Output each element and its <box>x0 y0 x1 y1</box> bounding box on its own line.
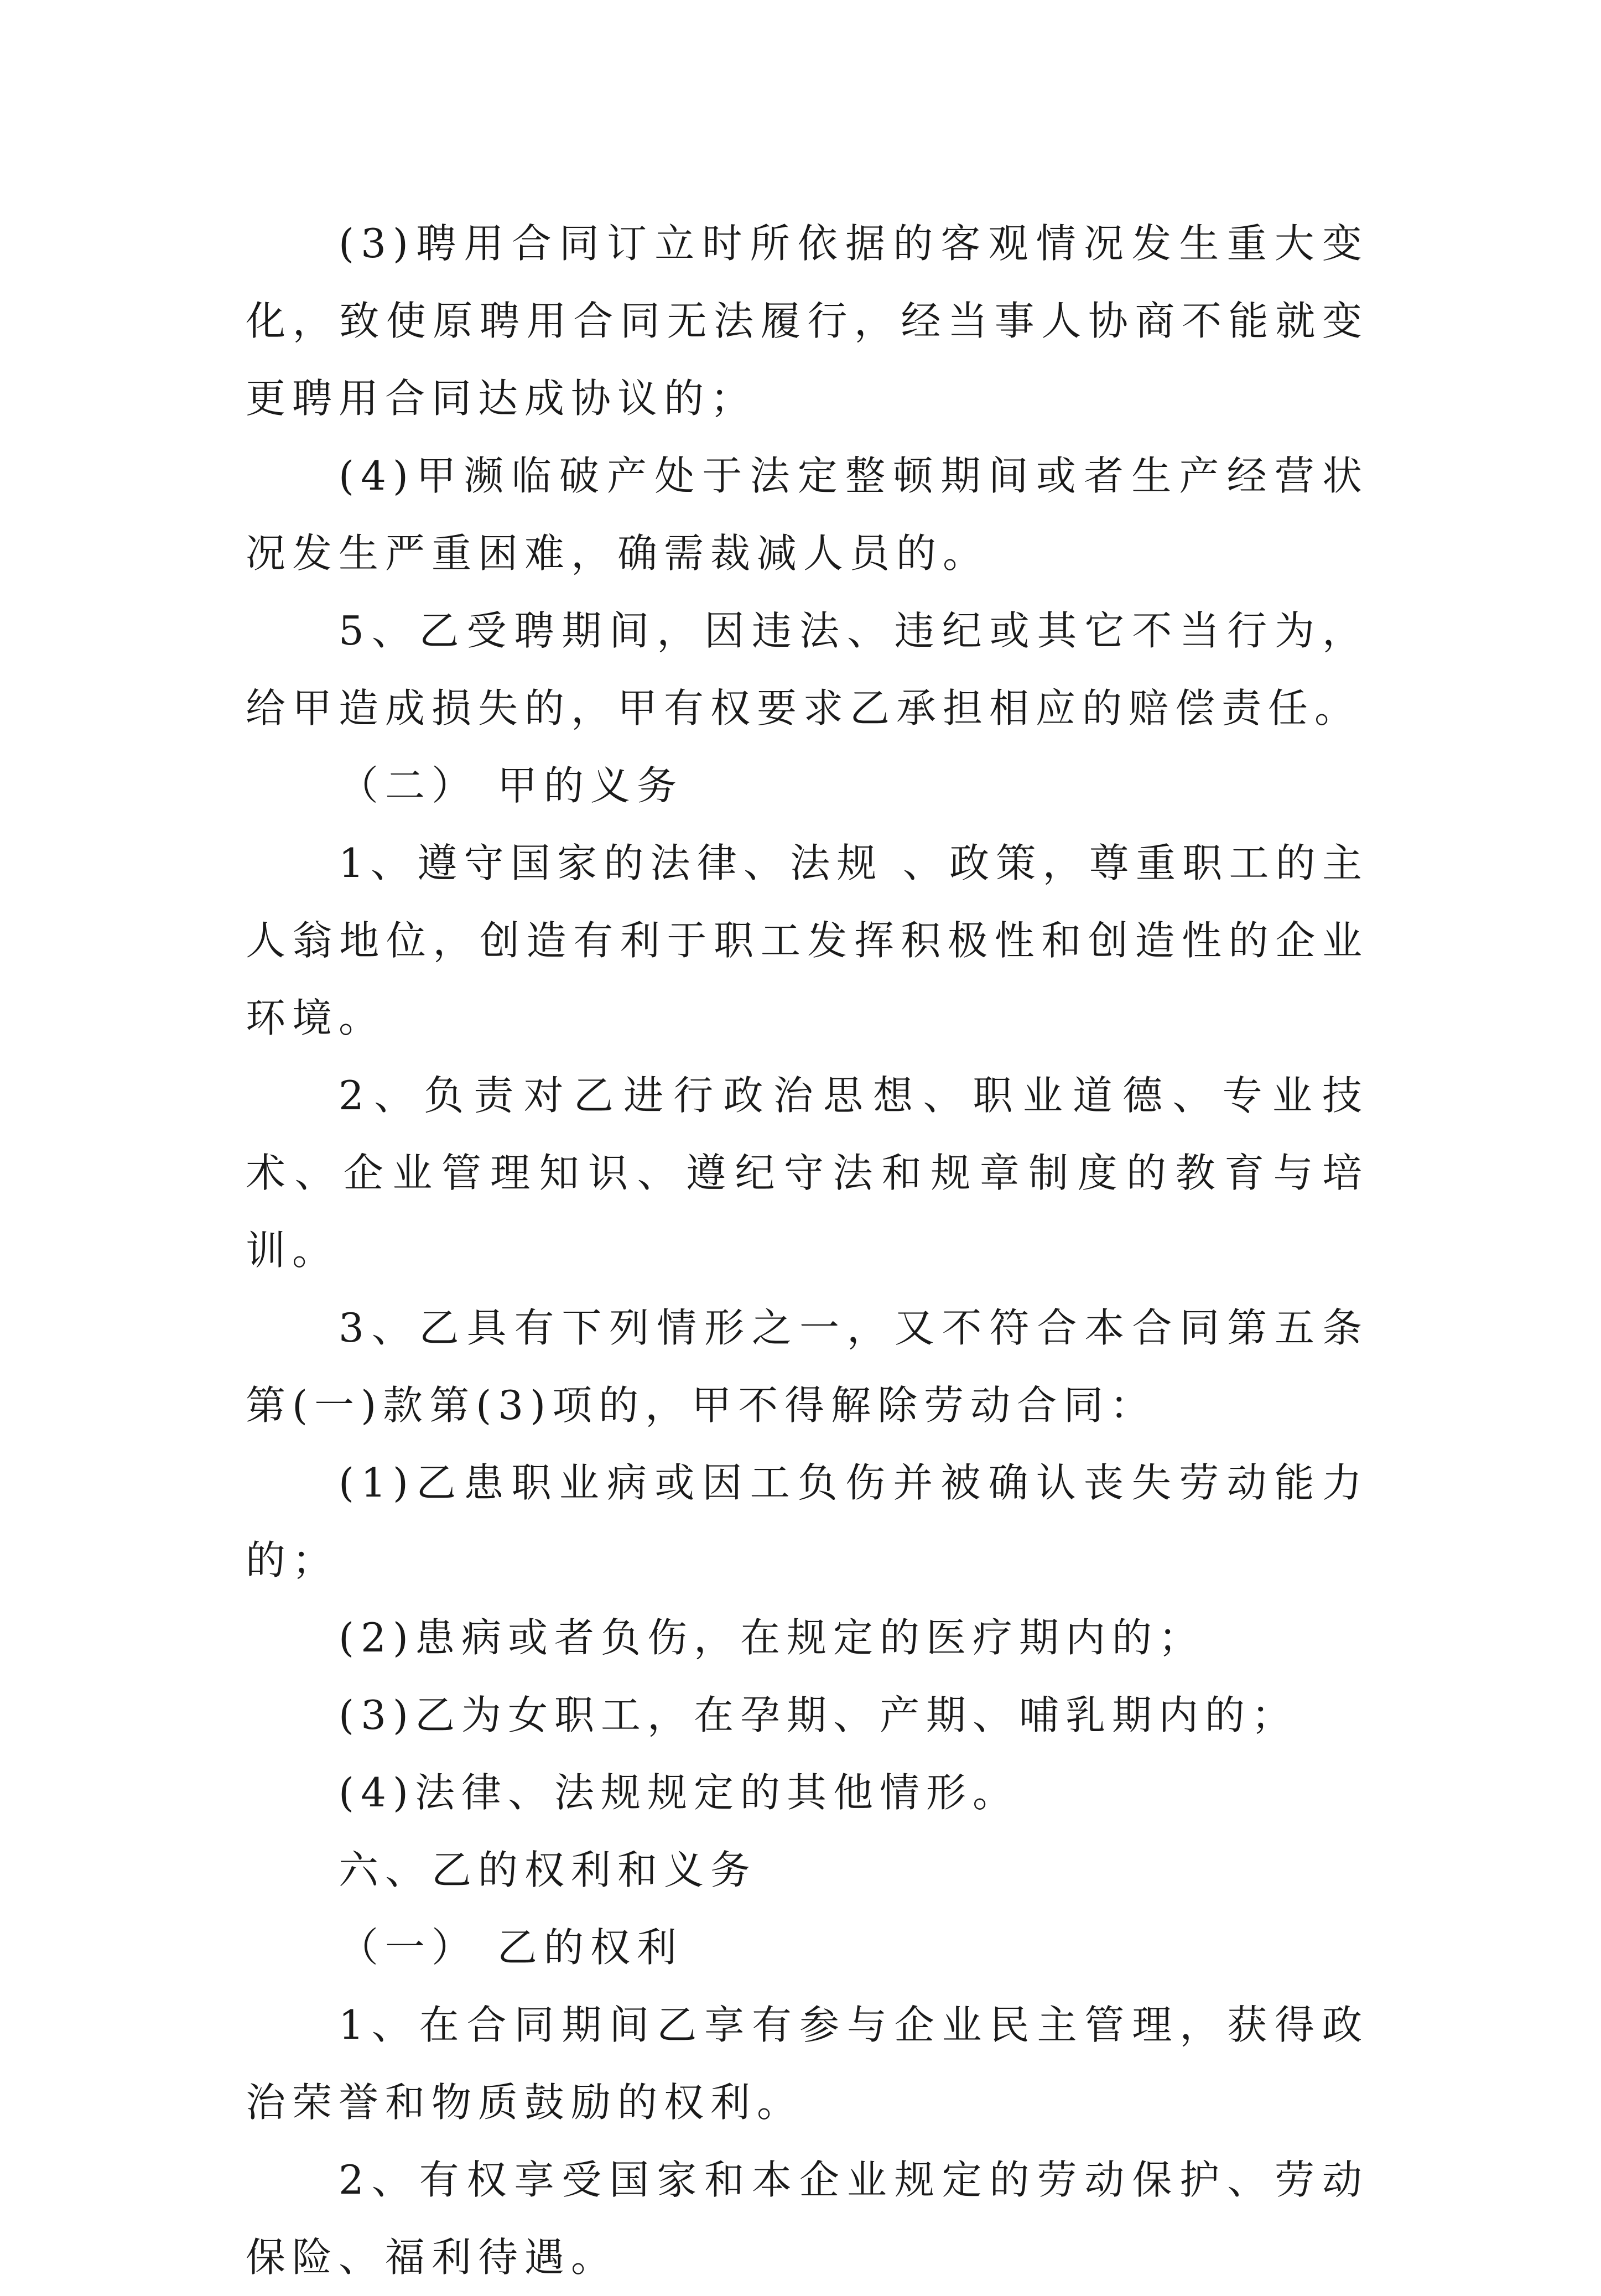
section-heading-party-b-rights: （一） 乙的权利 <box>339 1924 683 1971</box>
paragraph-termination-clause-4: (4)甲濒临破产处于法定整顿期间或者生产经营状况发生严重困难，确需裁减人员的。 <box>246 453 1369 576</box>
paragraph-termination-clause-3: (3)聘用合同订立时所依据的客观情况发生重大变化，致使原聘用合同无法履行，经当事人协商不能就变更聘用合同达成协议的； <box>246 220 1369 422</box>
paragraph-obligation-3: 3、乙具有下列情形之一，又不符合本合同第五条第(一)款第(3)项的，甲不得解除劳动合同： <box>246 1305 1369 1428</box>
paragraph-obligation-1: 1、遵守国家的法律、法规 、政策，尊重职工的主人翁地位，创造有利于职工发挥积极性和创造性的企业环境。 <box>246 840 1369 1041</box>
paragraph-compensation-liability: 5、乙受聘期间，因违法、违纪或其它不当行为，给甲造成损失的，甲有权要求乙承担相应的赔偿责任。 <box>246 607 1369 731</box>
paragraph-right-1: 1、在合同期间乙享有参与企业民主管理，获得政治荣誉和物质鼓励的权利。 <box>246 2002 1369 2126</box>
paragraph-protected-case-4: (4)法律、法规规定的其他情形。 <box>339 1769 1019 1816</box>
article-heading-party-b-rights-obligations: 六、乙的权利和义务 <box>339 1847 757 1893</box>
paragraph-right-2: 2、有权享受国家和本企业规定的劳动保护、劳动保险、福利待遇。 <box>246 2157 1369 2281</box>
paragraph-protected-case-1: (1)乙患职业病或因工负伤并被确认丧失劳动能力的； <box>246 1459 1369 1583</box>
section-heading-party-a-obligations: （二） 甲的义务 <box>339 762 683 809</box>
paragraph-obligation-2: 2、负责对乙进行政治思想、职业道德、专业技术、企业管理知识、遵纪守法和规章制度的教育与培训。 <box>246 1072 1369 1274</box>
paragraph-protected-case-3: (3)乙为女职工，在孕期、产期、哺乳期内的； <box>339 1692 1298 1738</box>
document-body <box>246 205 1369 2296</box>
paragraph-protected-case-2: (2)患病或者负伤，在规定的医疗期内的； <box>339 1614 1205 1661</box>
